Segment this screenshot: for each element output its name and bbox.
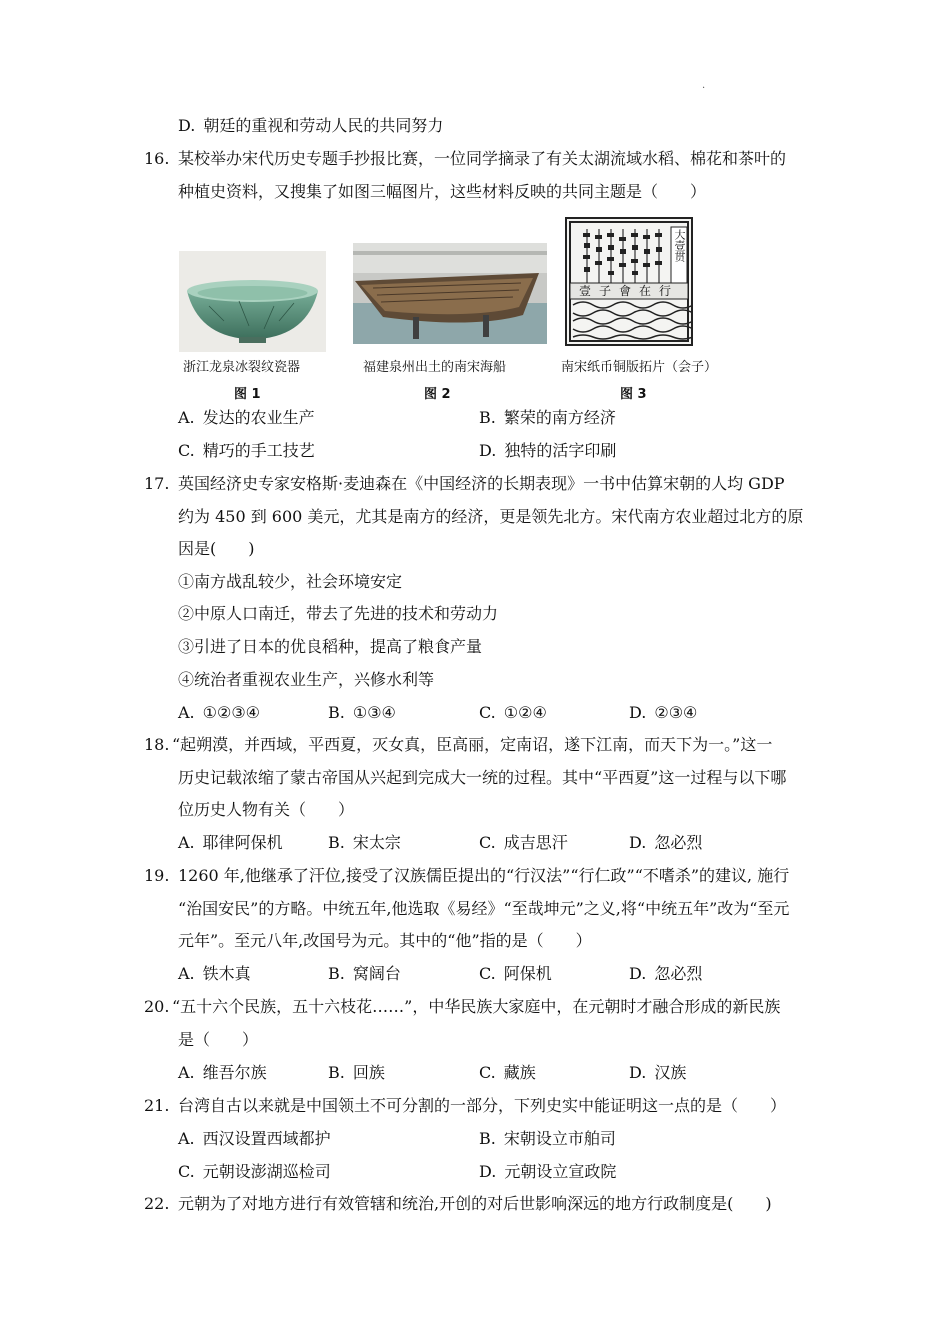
q19-line-1: 1260 年,他继承了汗位,接受了汉族儒臣提出的“行汉法”“行仁政”“不嗜杀”的建议, 施行 — [178, 866, 790, 885]
figure-2-label: 图 2 — [424, 387, 451, 402]
q20-number: 20. — [144, 997, 170, 1016]
q17-number: 17. — [144, 474, 170, 493]
figure-3-label: 图 3 — [620, 387, 647, 402]
q21-number: 21. — [144, 1096, 170, 1115]
q17-statement-1: ①南方战乱较少，社会环境安定 — [178, 572, 403, 591]
figure-3-print-bottom-text: 壹子會在行 — [578, 284, 679, 298]
q19-option-b: B. 窝阔台 — [328, 964, 401, 983]
q21-option-b: B. 宋朝设立市舶司 — [479, 1129, 616, 1148]
q19-option-a: A. 铁木真 — [178, 964, 251, 983]
page-mark: . — [702, 80, 706, 91]
q17-line-2: 约为 450 到 600 美元，尤其是南方的经济，更是领先北方。宋代南方农业超过北方的原 — [178, 507, 804, 526]
q18-option-a: A. 耶律阿保机 — [178, 833, 283, 852]
q19-line-3: 元年”。至元八年,改国号为元。其中的“他”指的是（ ） — [178, 931, 592, 950]
figure-1-caption: 浙江龙泉冰裂纹瓷器 — [183, 360, 301, 375]
q19-number: 19. — [144, 866, 170, 885]
q20-line-1: “五十六个民族，五十六枝花……”，中华民族大家庭中，在元朝时才融合形成的新民族 — [172, 997, 781, 1016]
q17-option-d: D. ②③④ — [629, 703, 698, 722]
figure-3-huizi-print-image — [565, 217, 693, 346]
q16-option-c: C. 精巧的手工技艺 — [178, 441, 315, 460]
q17-option-b: B. ①③④ — [328, 703, 396, 722]
q16-line-2: 种植史资料，又搜集了如图三幅图片，这些材料反映的共同主题是（ ） — [178, 182, 707, 201]
q19-option-d: D. 忽必烈 — [629, 964, 703, 983]
q19-option-c: C. 阿保机 — [479, 964, 552, 983]
q16-line-1: 某校举办宋代历史专题手抄报比赛，一位同学摘录了有关太湖流域水稻、棉花和茶叶的 — [178, 149, 787, 168]
q17-line-3: 因是( ) — [178, 539, 255, 558]
q20-line-2: 是（ ） — [178, 1030, 259, 1049]
q16-option-d: D. 独特的活字印刷 — [479, 441, 617, 460]
q18-line-1: “起朔漠，并西域，平西夏，灭女真，臣高丽，定南诏，遂下江南，而天下为一。”这一 — [172, 735, 773, 754]
q21-option-d: D. 元朝设立宣政院 — [479, 1162, 617, 1181]
q16-option-a: A. 发达的农业生产 — [178, 408, 315, 427]
q17-statement-4: ④统治者重视农业生产，兴修水利等 — [178, 670, 435, 689]
q18-line-3: 位历史人物有关（ ） — [178, 800, 355, 819]
q17-statement-2: ②中原人口南迁，带去了先进的技术和劳动力 — [178, 604, 499, 623]
figure-3-caption: 南宋纸币铜版拓片（会子） — [561, 360, 718, 375]
q18-option-c: C. 成吉思汗 — [479, 833, 568, 852]
figure-1-label: 图 1 — [234, 387, 261, 402]
q18-option-b: B. 宋太宗 — [328, 833, 401, 852]
q20-option-c: C. 藏族 — [479, 1063, 536, 1082]
figure-2-caption: 福建泉州出土的南宋海船 — [363, 360, 507, 375]
q19-line-2: “治国安民”的方略。中统五年,他选取《易经》“至哉坤元”之义,将“中统五年”改为“至元 — [178, 899, 790, 918]
q18-number: 18. — [144, 735, 170, 754]
q22-line-1: 元朝为了对地方进行有效管辖和统治,开创的对后世影响深远的地方行政制度是( ) — [178, 1194, 772, 1213]
figure-2-ship-image — [353, 243, 547, 344]
q21-option-c: C. 元朝设澎湖巡检司 — [178, 1162, 331, 1181]
q20-option-a: A. 维吾尔族 — [178, 1063, 267, 1082]
q17-line-1: 英国经济史专家安格斯·麦迪森在《中国经济的长期表现》一书中估算宋朝的人均 GDP — [178, 474, 785, 493]
figure-1-bowl-image — [179, 251, 326, 352]
q16-option-b: B. 繁荣的南方经济 — [479, 408, 616, 427]
q17-option-a: A. ①②③④ — [178, 703, 261, 722]
figure-3-print-top-text: 大壹贯 — [673, 229, 686, 262]
q18-option-d: D. 忽必烈 — [629, 833, 703, 852]
q17-option-c: C. ①②④ — [479, 703, 547, 722]
q21-option-a: A. 西汉设置西域都护 — [178, 1129, 331, 1148]
q16-number: 16. — [144, 149, 170, 168]
q17-statement-3: ③引进了日本的优良稻种，提高了粮食产量 — [178, 637, 483, 656]
q20-option-b: B. 回族 — [328, 1063, 385, 1082]
q20-option-d: D. 汉族 — [629, 1063, 687, 1082]
q21-line-1: 台湾自古以来就是中国领土不可分割的一部分，下列史实中能证明这一点的是（ ） — [178, 1096, 787, 1115]
q22-number: 22. — [144, 1194, 170, 1213]
q15-option-d: D. 朝廷的重视和劳动人民的共同努力 — [178, 116, 444, 135]
q18-line-2: 历史记载浓缩了蒙古帝国从兴起到完成大一统的过程。其中“平西夏”这一过程与以下哪 — [178, 768, 787, 787]
